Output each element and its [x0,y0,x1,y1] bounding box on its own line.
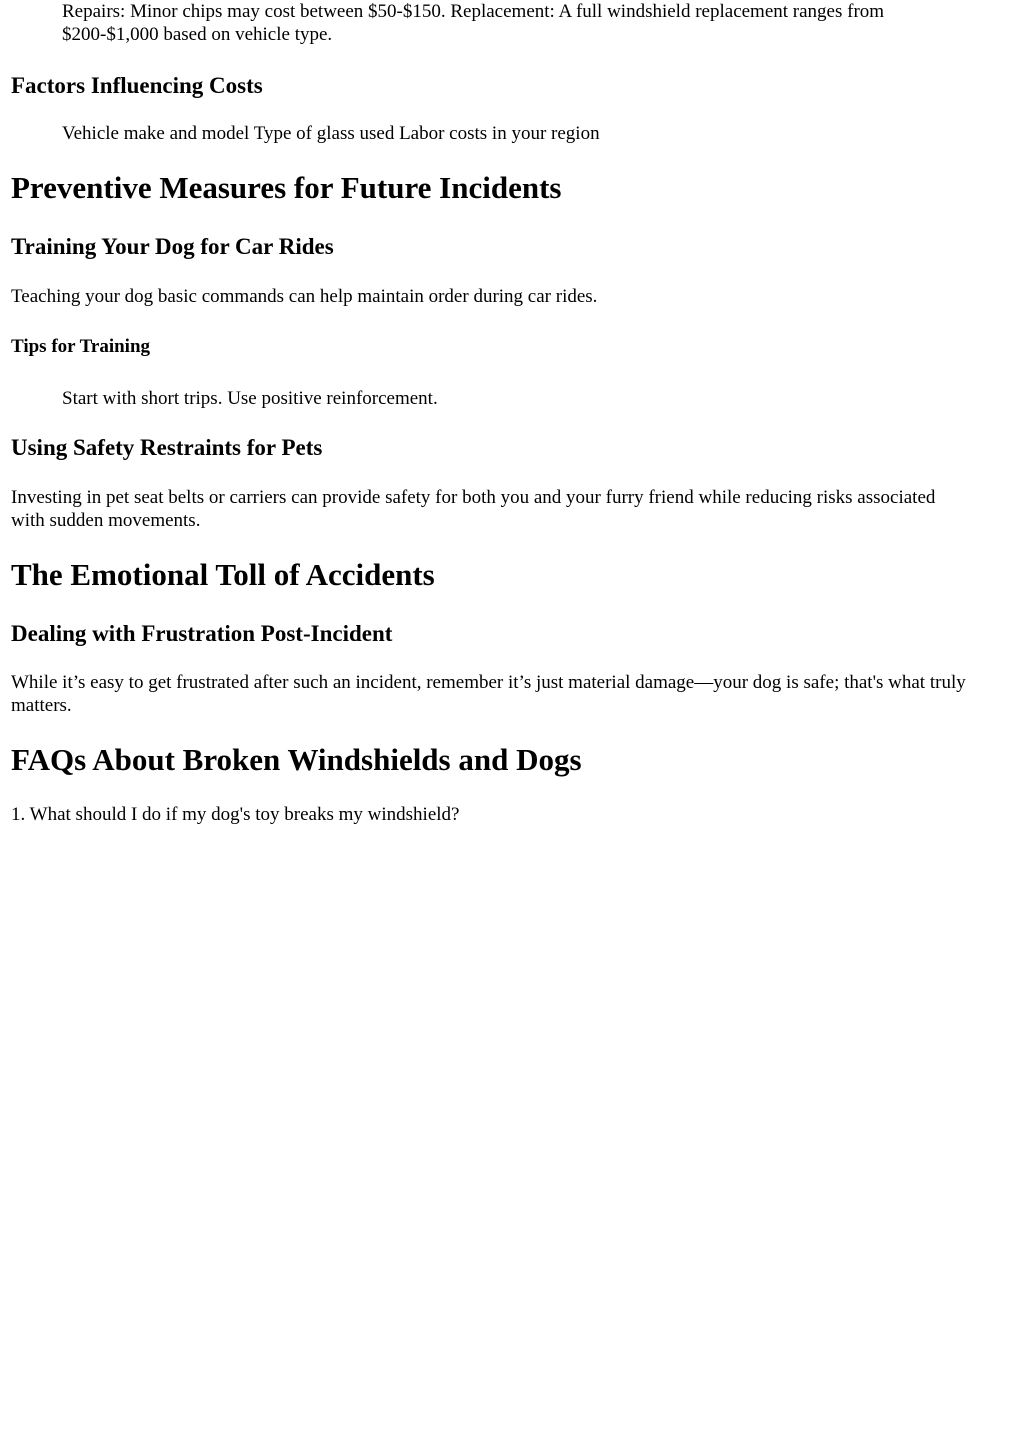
tips-heading: Tips for Training [11,336,151,357]
emotional-heading: The Emotional Toll of Accidents [11,557,435,592]
frustration-heading: Dealing with Frustration Post-Incident [11,621,393,646]
factors-paragraph: Vehicle make and model Type of glass used Labor costs in your region [62,123,600,144]
factors-heading: Factors Influencing Costs [11,73,263,98]
training-paragraph: Teaching your dog basic commands can help maintain order during car rides. [11,286,598,307]
restraints-paragraph: Investing in pet seat belts or carriers can provide safety for both you and your furry friend while reducing risks associated with sudden movements. [11,487,936,531]
restraints-heading: Using Safety Restraints for Pets [11,435,323,460]
training-heading: Training Your Dog for Car Rides [11,234,334,259]
tips-paragraph: Start with short trips. Use positive reinforcement. [62,388,438,409]
preventive-heading: Preventive Measures for Future Incidents [11,170,562,205]
faqs-heading: FAQs About Broken Windshields and Dogs [11,742,582,777]
repairs-paragraph: Repairs: Minor chips may cost between $50-$150. Replacement: A full windshield replacement ranges from $200-$1,000 based on vehicle type. [62,1,885,45]
frustration-paragraph: While it’s easy to get frustrated after such an incident, remember it’s just material damage—your dog is safe; that's what truly matters. [11,672,966,716]
faq-question-1: 1. What should I do if my dog's toy breaks my windshield? [11,804,460,825]
